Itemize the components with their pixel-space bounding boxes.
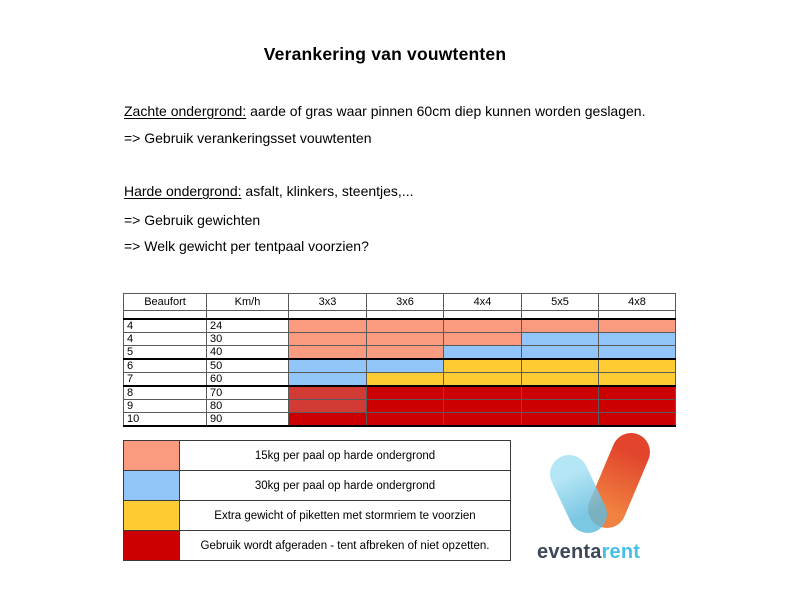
beaufort-cell: 6 (124, 359, 207, 373)
wind-table-header-cell: 4x8 (599, 294, 676, 311)
legend-label: Gebruik wordt afgeraden - tent afbreken of niet opzetten. (180, 531, 511, 561)
kmh-cell: 30 (207, 333, 289, 346)
legend-color-swatch (124, 471, 180, 501)
beaufort-cell: 4 (124, 333, 207, 346)
legend-table (123, 440, 511, 561)
wind-table-header-cell: Beaufort (124, 294, 207, 311)
page-title: Verankering van vouwtenten (263, 44, 507, 64)
table-color-cell (444, 346, 522, 360)
wind-table-row (124, 413, 676, 427)
kmh-cell: 90 (207, 413, 289, 427)
legend-row (124, 531, 511, 561)
legend-label: Extra gewicht of piketten met stormriem te voorzien (180, 501, 511, 531)
wind-table-row (124, 319, 676, 333)
table-color-cell (522, 319, 599, 333)
table-color-cell (522, 413, 599, 427)
wordmark-rent: rent (601, 541, 641, 563)
wind-table-row (124, 400, 676, 413)
harde-label: Harde ondergrond: (124, 183, 242, 199)
wind-table-row (124, 359, 676, 373)
legend-color-swatch (124, 501, 180, 531)
spacer-cell (207, 311, 289, 320)
wind-table-row (124, 386, 676, 400)
table-color-cell (367, 400, 444, 413)
wind-table-row (124, 333, 676, 346)
kmh-cell: 60 (207, 373, 289, 387)
table-color-cell (367, 413, 444, 427)
table-color-cell (522, 400, 599, 413)
legend-row (124, 441, 511, 471)
wind-table-header-row (124, 294, 676, 311)
harde-bullet-2: => Welk gewicht per tentpaal voorzien? (124, 238, 369, 254)
table-color-cell (599, 319, 676, 333)
wind-table-spacer-row (124, 311, 676, 320)
spacer-cell (367, 311, 444, 320)
spacer-cell (124, 311, 207, 320)
table-color-cell (289, 400, 367, 413)
table-color-cell (522, 386, 599, 400)
spacer-cell (522, 311, 599, 320)
beaufort-cell: 7 (124, 373, 207, 387)
kmh-cell: 24 (207, 319, 289, 333)
table-color-cell (444, 373, 522, 387)
table-color-cell (367, 319, 444, 333)
table-color-cell (289, 346, 367, 360)
zachte-label: Zachte ondergrond: (124, 103, 247, 119)
table-color-cell (289, 373, 367, 387)
eventarent-logo-icon (535, 430, 670, 538)
beaufort-cell: 5 (124, 346, 207, 360)
beaufort-cell: 9 (124, 400, 207, 413)
table-color-cell (522, 346, 599, 360)
table-color-cell (444, 386, 522, 400)
table-color-cell (367, 386, 444, 400)
harde-paragraph (124, 182, 414, 200)
table-color-cell (599, 333, 676, 346)
spacer-cell (444, 311, 522, 320)
legend-label: 15kg per paal op harde ondergrond (180, 441, 511, 471)
table-color-cell (289, 319, 367, 333)
zachte-bullet: => Gebruik verankeringsset vouwtenten (124, 130, 372, 146)
wind-weight-table (123, 293, 676, 427)
table-color-cell (599, 386, 676, 400)
legend-color-swatch (124, 531, 180, 561)
wind-table-header-cell: 5x5 (522, 294, 599, 311)
beaufort-cell: 8 (124, 386, 207, 400)
table-color-cell (367, 359, 444, 373)
table-color-cell (444, 413, 522, 427)
kmh-cell: 50 (207, 359, 289, 373)
legend-row (124, 471, 511, 501)
table-color-cell (599, 373, 676, 387)
kmh-cell: 40 (207, 346, 289, 360)
kmh-cell: 70 (207, 386, 289, 400)
table-color-cell (444, 333, 522, 346)
harde-text: asfalt, klinkers, steentjes,... (241, 183, 414, 199)
table-color-cell (444, 359, 522, 373)
harde-bullet-1: => Gebruik gewichten (124, 212, 261, 228)
table-color-cell (289, 359, 367, 373)
table-color-cell (444, 400, 522, 413)
wind-table-row (124, 373, 676, 387)
table-color-cell (367, 333, 444, 346)
legend-label: 30kg per paal op harde ondergrond (180, 471, 511, 501)
beaufort-cell: 10 (124, 413, 207, 427)
wind-table-header-cell: 4x4 (444, 294, 522, 311)
spacer-cell (289, 311, 367, 320)
wind-table-header-cell: Km/h (207, 294, 289, 311)
table-color-cell (289, 413, 367, 427)
legend-row (124, 501, 511, 531)
table-color-cell (367, 373, 444, 387)
table-color-cell (599, 400, 676, 413)
table-color-cell (289, 333, 367, 346)
wind-table-header-cell: 3x6 (367, 294, 444, 311)
eventarent-wordmark (537, 541, 640, 564)
table-color-cell (522, 373, 599, 387)
wind-table-row (124, 346, 676, 360)
table-color-cell (599, 413, 676, 427)
table-color-cell (522, 359, 599, 373)
beaufort-cell: 4 (124, 319, 207, 333)
kmh-cell: 80 (207, 400, 289, 413)
spacer-cell (599, 311, 676, 320)
table-color-cell (444, 319, 522, 333)
legend-color-swatch (124, 441, 180, 471)
table-color-cell (599, 346, 676, 360)
zachte-text: aarde of gras waar pinnen 60cm diep kunnen worden geslagen. (246, 103, 646, 119)
zachte-paragraph (124, 102, 645, 120)
table-color-cell (289, 386, 367, 400)
table-color-cell (599, 359, 676, 373)
table-color-cell (367, 346, 444, 360)
wind-table-header-cell: 3x3 (289, 294, 367, 311)
wordmark-eventa: eventa (537, 541, 602, 563)
table-color-cell (522, 333, 599, 346)
